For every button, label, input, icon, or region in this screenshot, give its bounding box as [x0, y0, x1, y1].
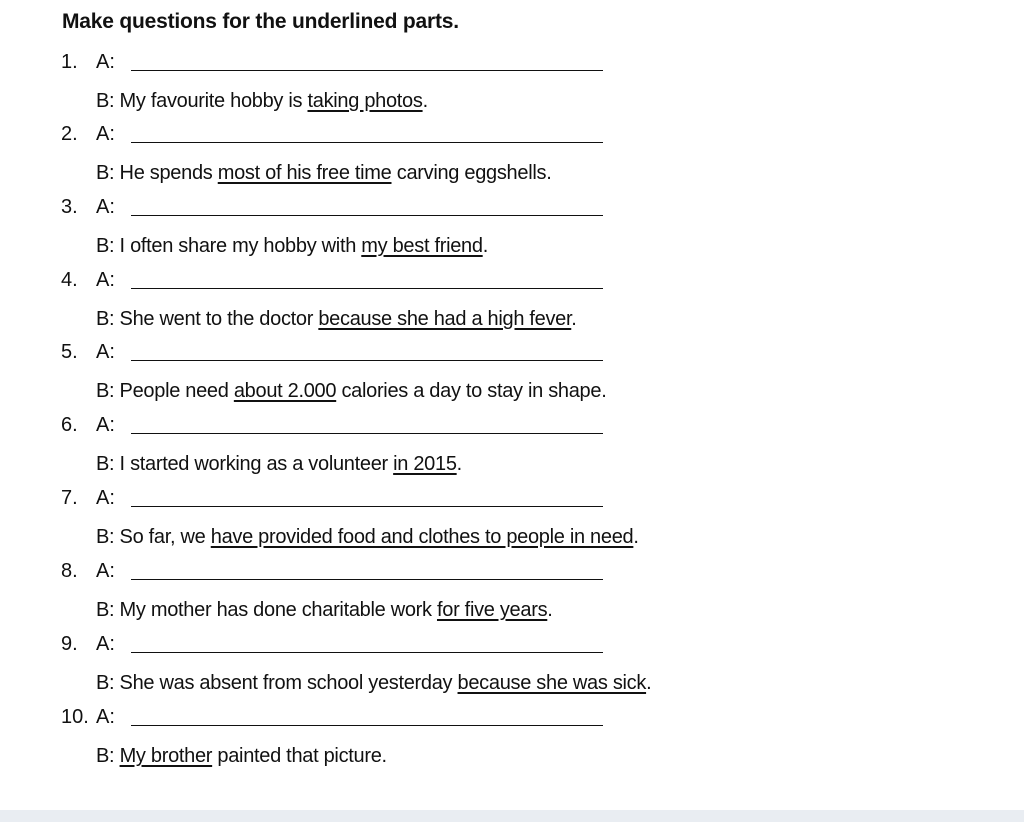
item-number: 2. [61, 123, 78, 145]
answer-b-sentence: B: She went to the doctor because she had a high fever. [96, 308, 577, 330]
underlined-part: in 2015 [393, 453, 457, 475]
underlined-part: about 2.000 [233, 380, 337, 402]
question-item [0, 559, 1024, 632]
answer-b-sentence: B: My mother has done charitable work for five years. [96, 599, 553, 621]
answer-blank-line[interactable] [131, 506, 603, 507]
underlined-part: taking photos [307, 90, 423, 112]
answer-a-label: A: [96, 269, 115, 291]
question-item [0, 340, 1024, 413]
answer-blank-line[interactable] [131, 70, 603, 71]
answer-blank-line[interactable] [131, 433, 603, 434]
item-number: 1. [61, 51, 78, 73]
item-number: 5. [61, 341, 78, 363]
exercise-title: Make questions for the underlined parts. [62, 10, 459, 33]
question-item [0, 268, 1024, 341]
question-item [0, 632, 1024, 705]
question-item [0, 195, 1024, 268]
answer-a-label: A: [96, 706, 115, 728]
underlined-part: My brother [119, 745, 213, 767]
answer-blank-line[interactable] [131, 360, 603, 361]
answer-a-label: A: [96, 560, 115, 582]
question-item [0, 122, 1024, 195]
item-number: 7. [61, 487, 78, 509]
question-item [0, 413, 1024, 486]
underlined-part: for five years [436, 599, 548, 621]
answer-b-sentence: B: I started working as a volunteer in 2015. [96, 453, 462, 475]
answer-a-label: A: [96, 51, 115, 73]
answer-blank-line[interactable] [131, 288, 603, 289]
item-number: 8. [61, 560, 78, 582]
underlined-part: most of his free time [217, 162, 392, 184]
item-number: 3. [61, 196, 78, 218]
answer-b-sentence: B: People need about 2.000 calories a day to stay in shape. [96, 380, 607, 402]
underlined-part: because she had a high fever [318, 308, 572, 330]
item-number: 10. [61, 706, 89, 728]
answer-blank-line[interactable] [131, 142, 603, 143]
answer-blank-line[interactable] [131, 652, 603, 653]
item-number: 6. [61, 414, 78, 436]
answer-b-sentence: B: My brother painted that picture. [96, 745, 387, 767]
question-item [0, 50, 1024, 123]
answer-a-label: A: [96, 414, 115, 436]
question-item [0, 486, 1024, 559]
underlined-part: because she was sick [457, 672, 647, 694]
answer-b-sentence: B: So far, we have provided food and clothes to people in need. [96, 526, 639, 548]
answer-b-sentence: B: He spends most of his free time carving eggshells. [96, 162, 552, 184]
underlined-part: have provided food and clothes to people in need [210, 526, 634, 548]
answer-blank-line[interactable] [131, 215, 603, 216]
item-number: 4. [61, 269, 78, 291]
answer-a-label: A: [96, 341, 115, 363]
answer-a-label: A: [96, 633, 115, 655]
answer-b-sentence: B: I often share my hobby with my best friend. [96, 235, 488, 257]
answer-a-label: A: [96, 123, 115, 145]
answer-b-sentence: B: She was absent from school yesterday because she was sick. [96, 672, 652, 694]
answer-b-sentence: B: My favourite hobby is taking photos. [96, 90, 428, 112]
answer-a-label: A: [96, 487, 115, 509]
answer-a-label: A: [96, 196, 115, 218]
question-item [0, 705, 1024, 778]
answer-blank-line[interactable] [131, 579, 603, 580]
item-number: 9. [61, 633, 78, 655]
underlined-part: my best friend [361, 235, 483, 257]
answer-blank-line[interactable] [131, 725, 603, 726]
